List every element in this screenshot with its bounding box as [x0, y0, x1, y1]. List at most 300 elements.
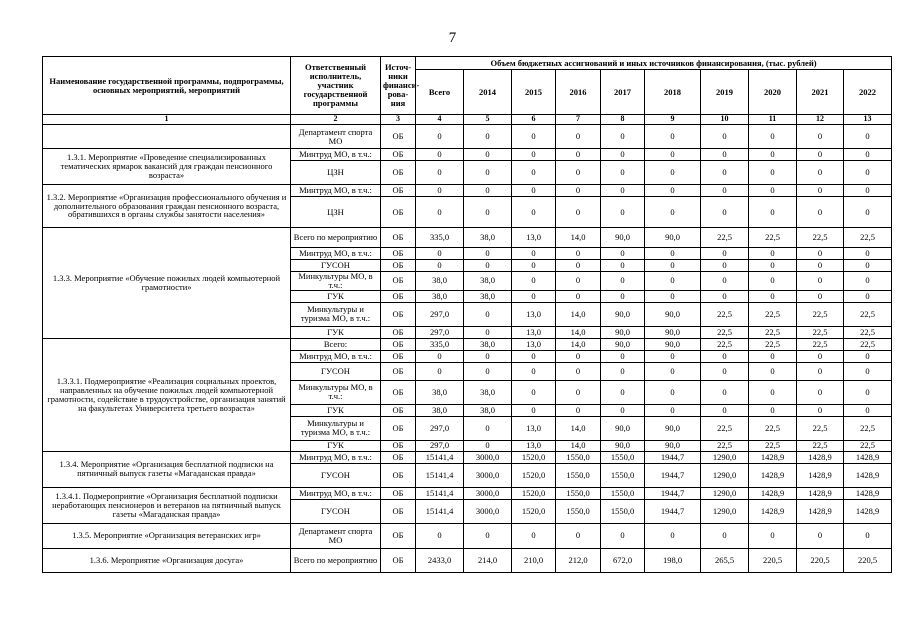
amount-cell: 0: [701, 523, 749, 548]
amount-cell: 90,0: [601, 338, 645, 350]
amount-cell: 2433,0: [416, 548, 464, 572]
amount-cell: 0: [645, 260, 701, 272]
program-name-cell: 1.3.5. Мероприятие «Организация ветеранских игр»: [43, 523, 291, 548]
amount-cell: 0: [797, 197, 844, 228]
amount-cell: 13,0: [512, 326, 556, 338]
amount-cell: 0: [601, 161, 645, 185]
amount-cell: 90,0: [645, 326, 701, 338]
amount-cell: 0: [556, 350, 601, 362]
amount-cell: 0: [512, 523, 556, 548]
amount-cell: 0: [749, 149, 797, 161]
amount-cell: 0: [512, 260, 556, 272]
amount-cell: 0: [416, 161, 464, 185]
amount-cell: 3000,0: [464, 487, 512, 499]
table-row: [43, 523, 892, 548]
amount-cell: 90,0: [645, 228, 701, 248]
amount-cell: 0: [749, 380, 797, 404]
amount-cell: 672,0: [601, 548, 645, 572]
amount-cell: 0: [601, 290, 645, 302]
executor-cell: Минтруд МО, в т.ч.:: [291, 350, 381, 362]
amount-cell: 13,0: [512, 440, 556, 451]
amount-cell: 22,5: [701, 302, 749, 326]
amount-cell: 1550,0: [556, 487, 601, 499]
amount-cell: 0: [645, 161, 701, 185]
amount-cell: 15141,4: [416, 487, 464, 499]
amount-cell: 1550,0: [556, 463, 601, 487]
source-cell: ОБ: [381, 185, 416, 197]
amount-cell: 0: [701, 362, 749, 380]
amount-cell: 0: [512, 185, 556, 197]
amount-cell: 0: [556, 260, 601, 272]
source-cell: ОБ: [381, 326, 416, 338]
amount-cell: 1520,0: [512, 463, 556, 487]
source-cell: ОБ: [381, 338, 416, 350]
budget-table: [42, 56, 892, 573]
amount-cell: 0: [749, 404, 797, 416]
amount-cell: 22,5: [701, 440, 749, 451]
amount-cell: 0: [749, 161, 797, 185]
amount-cell: 1520,0: [512, 499, 556, 523]
amount-cell: 0: [601, 197, 645, 228]
amount-cell: 0: [749, 523, 797, 548]
amount-cell: 22,5: [749, 440, 797, 451]
amount-cell: 0: [701, 125, 749, 149]
amount-cell: 220,5: [797, 548, 844, 572]
table-row: [43, 338, 892, 350]
amount-cell: 90,0: [601, 228, 645, 248]
amount-cell: 0: [797, 272, 844, 291]
amount-cell: 0: [464, 185, 512, 197]
source-cell: ОБ: [381, 125, 416, 149]
source-cell: ОБ: [381, 440, 416, 451]
amount-cell: 0: [556, 380, 601, 404]
header-executor: Ответственный исполнитель, участник государственной программы: [291, 57, 381, 115]
source-cell: ОБ: [381, 548, 416, 572]
amount-cell: 90,0: [601, 326, 645, 338]
amount-cell: 0: [844, 161, 892, 185]
program-name-cell: 1.3.2. Мероприятие «Организация профессионального обучения и дополнительного образования граждан пенсионного возраста, обратившихся в органы службы занятости населения»: [43, 185, 291, 228]
executor-cell: ЦЗН: [291, 197, 381, 228]
amount-cell: 0: [512, 161, 556, 185]
amount-cell: 297,0: [416, 326, 464, 338]
source-cell: ОБ: [381, 290, 416, 302]
amount-cell: 0: [844, 290, 892, 302]
amount-cell: 90,0: [601, 302, 645, 326]
amount-cell: 0: [701, 197, 749, 228]
source-cell: ОБ: [381, 463, 416, 487]
amount-cell: 1428,9: [844, 487, 892, 499]
amount-cell: 14,0: [556, 440, 601, 451]
executor-cell: Всего:: [291, 338, 381, 350]
amount-cell: 22,5: [844, 338, 892, 350]
header-year: 2016: [556, 70, 601, 115]
amount-cell: 0: [601, 362, 645, 380]
executor-cell: ГУСОН: [291, 362, 381, 380]
amount-cell: 0: [464, 248, 512, 260]
amount-cell: 0: [645, 272, 701, 291]
header-year: 2020: [749, 70, 797, 115]
amount-cell: 0: [556, 404, 601, 416]
amount-cell: 0: [749, 197, 797, 228]
amount-cell: 15141,4: [416, 451, 464, 463]
table-row: [43, 487, 892, 499]
amount-cell: 38,0: [464, 228, 512, 248]
amount-cell: 0: [749, 290, 797, 302]
program-name-cell: 1.3.4.1. Подмероприятие «Организация бесплатной подписки неработающих пенсионеров и ветеранов на пятничный выпуск газеты «Магаданская правда»: [43, 487, 291, 523]
executor-cell: ГУК: [291, 290, 381, 302]
amount-cell: 0: [464, 125, 512, 149]
source-cell: ОБ: [381, 302, 416, 326]
amount-cell: 0: [701, 161, 749, 185]
source-cell: ОБ: [381, 248, 416, 260]
amount-cell: 214,0: [464, 548, 512, 572]
amount-cell: 90,0: [645, 440, 701, 451]
header-year: 2021: [797, 70, 844, 115]
amount-cell: 1550,0: [601, 451, 645, 463]
source-cell: ОБ: [381, 161, 416, 185]
amount-cell: 0: [749, 272, 797, 291]
table-body: [43, 125, 892, 573]
amount-cell: 1428,9: [797, 487, 844, 499]
amount-cell: 90,0: [601, 440, 645, 451]
amount-cell: 13,0: [512, 228, 556, 248]
executor-cell: ГУСОН: [291, 463, 381, 487]
program-name-cell: 1.3.3. Мероприятие «Обучение пожилых людей компьютерной грамотности»: [43, 228, 291, 339]
amount-cell: 0: [601, 380, 645, 404]
amount-cell: 0: [844, 272, 892, 291]
column-number: 12: [797, 115, 844, 125]
page-number: 7: [448, 30, 457, 46]
amount-cell: 3000,0: [464, 451, 512, 463]
amount-cell: 90,0: [645, 338, 701, 350]
amount-cell: 0: [416, 149, 464, 161]
amount-cell: 1944,7: [645, 451, 701, 463]
table-row: [43, 149, 892, 161]
executor-cell: Департамент спорта МО: [291, 125, 381, 149]
executor-cell: ГУСОН: [291, 260, 381, 272]
amount-cell: 0: [601, 125, 645, 149]
amount-cell: 0: [464, 197, 512, 228]
amount-cell: 1520,0: [512, 451, 556, 463]
amount-cell: 0: [701, 248, 749, 260]
amount-cell: 0: [556, 272, 601, 291]
amount-cell: 90,0: [645, 416, 701, 440]
header-year: 2022: [844, 70, 892, 115]
amount-cell: 0: [601, 260, 645, 272]
amount-cell: 1520,0: [512, 487, 556, 499]
amount-cell: 0: [844, 248, 892, 260]
program-name-cell: 1.3.3.1. Подмероприятие «Реализация социальных проектов, направленных на обучение пожилых людей компьютерной грамотности, содействие в трудоустройстве, организация занятий на факультетах Университета третьего возраста»: [43, 338, 291, 451]
executor-cell: ГУК: [291, 404, 381, 416]
source-cell: ОБ: [381, 362, 416, 380]
amount-cell: 0: [416, 248, 464, 260]
amount-cell: 0: [844, 404, 892, 416]
amount-cell: 13,0: [512, 338, 556, 350]
amount-cell: 22,5: [701, 338, 749, 350]
executor-cell: Минтруд МО, в т.ч.:: [291, 248, 381, 260]
amount-cell: 0: [464, 350, 512, 362]
header-year: 2017: [601, 70, 645, 115]
amount-cell: 0: [556, 149, 601, 161]
header-name: Наименование государственной программы, подпрограммы, основных мероприятий, мероприятий: [43, 57, 291, 115]
amount-cell: 335,0: [416, 228, 464, 248]
amount-cell: 0: [844, 260, 892, 272]
amount-cell: 0: [844, 380, 892, 404]
amount-cell: 1428,9: [797, 463, 844, 487]
amount-cell: 1428,9: [844, 499, 892, 523]
amount-cell: 0: [556, 197, 601, 228]
amount-cell: 0: [645, 290, 701, 302]
column-number: 1: [43, 115, 291, 125]
column-number: 6: [512, 115, 556, 125]
amount-cell: 0: [464, 149, 512, 161]
executor-cell: ГУСОН: [291, 499, 381, 523]
amount-cell: 1290,0: [701, 463, 749, 487]
amount-cell: 0: [601, 523, 645, 548]
source-cell: ОБ: [381, 149, 416, 161]
amount-cell: 0: [645, 350, 701, 362]
amount-cell: 0: [797, 362, 844, 380]
executor-cell: Минтруд МО, в т.ч.:: [291, 451, 381, 463]
executor-cell: ГУК: [291, 326, 381, 338]
executor-cell: Департамент спорта МО: [291, 523, 381, 548]
amount-cell: 22,5: [701, 228, 749, 248]
amount-cell: 0: [701, 272, 749, 291]
amount-cell: 1550,0: [601, 463, 645, 487]
column-number: 5: [464, 115, 512, 125]
source-cell: ОБ: [381, 260, 416, 272]
amount-cell: 0: [797, 248, 844, 260]
amount-cell: 38,0: [464, 272, 512, 291]
amount-cell: 0: [556, 362, 601, 380]
amount-cell: 3000,0: [464, 499, 512, 523]
amount-cell: 0: [701, 350, 749, 362]
amount-cell: 0: [512, 248, 556, 260]
amount-cell: 265,5: [701, 548, 749, 572]
amount-cell: 1290,0: [701, 499, 749, 523]
amount-cell: 0: [512, 404, 556, 416]
header-year: Всего: [416, 70, 464, 115]
amount-cell: 14,0: [556, 338, 601, 350]
amount-cell: 14,0: [556, 228, 601, 248]
amount-cell: 0: [512, 290, 556, 302]
amount-cell: 0: [797, 350, 844, 362]
source-cell: ОБ: [381, 350, 416, 362]
amount-cell: 0: [645, 362, 701, 380]
amount-cell: 22,5: [797, 326, 844, 338]
amount-cell: 0: [797, 380, 844, 404]
amount-cell: 297,0: [416, 416, 464, 440]
amount-cell: 0: [512, 197, 556, 228]
amount-cell: 0: [749, 185, 797, 197]
amount-cell: 13,0: [512, 416, 556, 440]
table-row: [43, 125, 892, 149]
table-row: [43, 185, 892, 197]
amount-cell: 0: [556, 125, 601, 149]
amount-cell: 0: [749, 350, 797, 362]
amount-cell: 0: [464, 326, 512, 338]
table-row: [43, 548, 892, 572]
column-number: 13: [844, 115, 892, 125]
amount-cell: 0: [464, 260, 512, 272]
amount-cell: 15141,4: [416, 463, 464, 487]
amount-cell: 0: [556, 161, 601, 185]
amount-cell: 0: [556, 523, 601, 548]
amount-cell: 0: [601, 149, 645, 161]
amount-cell: 38,0: [416, 272, 464, 291]
amount-cell: 0: [749, 248, 797, 260]
amount-cell: 0: [797, 185, 844, 197]
amount-cell: 38,0: [416, 290, 464, 302]
amount-cell: 0: [512, 125, 556, 149]
amount-cell: 1428,9: [797, 499, 844, 523]
executor-cell: Минкультуры и туризма МО, в т.ч.:: [291, 416, 381, 440]
amount-cell: 0: [512, 149, 556, 161]
table-row: [43, 451, 892, 463]
amount-cell: 1944,7: [645, 499, 701, 523]
amount-cell: 0: [844, 149, 892, 161]
table-row: [43, 228, 892, 248]
amount-cell: 38,0: [416, 380, 464, 404]
amount-cell: 22,5: [797, 416, 844, 440]
amount-cell: 0: [797, 149, 844, 161]
amount-cell: 0: [512, 350, 556, 362]
source-cell: ОБ: [381, 380, 416, 404]
amount-cell: 38,0: [464, 290, 512, 302]
amount-cell: 38,0: [416, 404, 464, 416]
amount-cell: 0: [556, 185, 601, 197]
amount-cell: 22,5: [749, 326, 797, 338]
amount-cell: 1428,9: [797, 451, 844, 463]
header-source: Источ-ники финанси-рова-ния: [381, 57, 416, 115]
amount-cell: 0: [601, 272, 645, 291]
amount-cell: 220,5: [844, 548, 892, 572]
amount-cell: 335,0: [416, 338, 464, 350]
amount-cell: 1550,0: [601, 487, 645, 499]
amount-cell: 22,5: [749, 416, 797, 440]
amount-cell: 22,5: [844, 302, 892, 326]
column-number: 2: [291, 115, 381, 125]
amount-cell: 1428,9: [844, 463, 892, 487]
amount-cell: 14,0: [556, 326, 601, 338]
executor-cell: Минкультуры МО, в т.ч.:: [291, 380, 381, 404]
amount-cell: 0: [797, 523, 844, 548]
source-cell: ОБ: [381, 228, 416, 248]
amount-cell: 0: [416, 260, 464, 272]
amount-cell: 1550,0: [556, 499, 601, 523]
executor-cell: Минтруд МО, в т.ч.:: [291, 487, 381, 499]
amount-cell: 0: [645, 185, 701, 197]
amount-cell: 22,5: [797, 302, 844, 326]
amount-cell: 0: [464, 161, 512, 185]
amount-cell: 297,0: [416, 302, 464, 326]
amount-cell: 0: [797, 290, 844, 302]
amount-cell: 198,0: [645, 548, 701, 572]
amount-cell: 0: [749, 260, 797, 272]
column-number: 11: [749, 115, 797, 125]
header-year: 2014: [464, 70, 512, 115]
amount-cell: 3000,0: [464, 463, 512, 487]
amount-cell: 0: [797, 125, 844, 149]
amount-cell: 22,5: [797, 228, 844, 248]
amount-cell: 90,0: [601, 416, 645, 440]
amount-cell: 0: [844, 362, 892, 380]
header-amount: Объем бюджетных ассигнований и иных источников финансирования, (тыс. рублей): [416, 57, 892, 70]
source-cell: ОБ: [381, 404, 416, 416]
column-number: 10: [701, 115, 749, 125]
executor-cell: Минкультуры МО, в т.ч.:: [291, 272, 381, 291]
column-number: 8: [601, 115, 645, 125]
amount-cell: 14,0: [556, 302, 601, 326]
amount-cell: 0: [701, 380, 749, 404]
amount-cell: 1944,7: [645, 463, 701, 487]
amount-cell: 0: [749, 125, 797, 149]
amount-cell: 22,5: [701, 416, 749, 440]
amount-cell: 0: [512, 380, 556, 404]
source-cell: ОБ: [381, 197, 416, 228]
amount-cell: 0: [645, 248, 701, 260]
amount-cell: 0: [645, 380, 701, 404]
source-cell: ОБ: [381, 499, 416, 523]
amount-cell: 0: [645, 125, 701, 149]
amount-cell: 0: [601, 185, 645, 197]
amount-cell: 22,5: [797, 338, 844, 350]
amount-cell: 210,0: [512, 548, 556, 572]
amount-cell: 22,5: [844, 326, 892, 338]
program-name-cell: [43, 125, 291, 149]
header-year: 2015: [512, 70, 556, 115]
amount-cell: 0: [645, 197, 701, 228]
amount-cell: 38,0: [464, 380, 512, 404]
amount-cell: 1290,0: [701, 487, 749, 499]
amount-cell: 0: [556, 290, 601, 302]
amount-cell: 297,0: [416, 440, 464, 451]
column-number: 3: [381, 115, 416, 125]
amount-cell: 22,5: [749, 228, 797, 248]
header-year: 2018: [645, 70, 701, 115]
amount-cell: 0: [512, 362, 556, 380]
executor-cell: Всего по мероприятию: [291, 548, 381, 572]
amount-cell: 22,5: [844, 440, 892, 451]
amount-cell: 0: [601, 404, 645, 416]
source-cell: ОБ: [381, 451, 416, 463]
amount-cell: 1428,9: [749, 487, 797, 499]
amount-cell: 1944,7: [645, 487, 701, 499]
executor-cell: Минкультуры и туризма МО, в т.ч.:: [291, 302, 381, 326]
amount-cell: 90,0: [645, 302, 701, 326]
amount-cell: 0: [416, 350, 464, 362]
amount-cell: 22,5: [749, 302, 797, 326]
amount-cell: 22,5: [797, 440, 844, 451]
executor-cell: Минтруд МО, в т.ч.:: [291, 149, 381, 161]
amount-cell: 0: [416, 185, 464, 197]
amount-cell: 0: [844, 350, 892, 362]
amount-cell: 0: [416, 197, 464, 228]
amount-cell: 0: [464, 362, 512, 380]
program-name-cell: 1.3.4. Мероприятие «Организация бесплатной подписки на пятничный выпуск газеты «Магаданская правда»: [43, 451, 291, 487]
amount-cell: 0: [601, 248, 645, 260]
executor-cell: ГУК: [291, 440, 381, 451]
amount-cell: 0: [701, 404, 749, 416]
amount-cell: 22,5: [701, 326, 749, 338]
amount-cell: 0: [844, 197, 892, 228]
amount-cell: 0: [645, 404, 701, 416]
amount-cell: 0: [464, 302, 512, 326]
amount-cell: 0: [844, 125, 892, 149]
amount-cell: 1428,9: [749, 463, 797, 487]
amount-cell: 0: [601, 350, 645, 362]
amount-cell: 0: [416, 362, 464, 380]
